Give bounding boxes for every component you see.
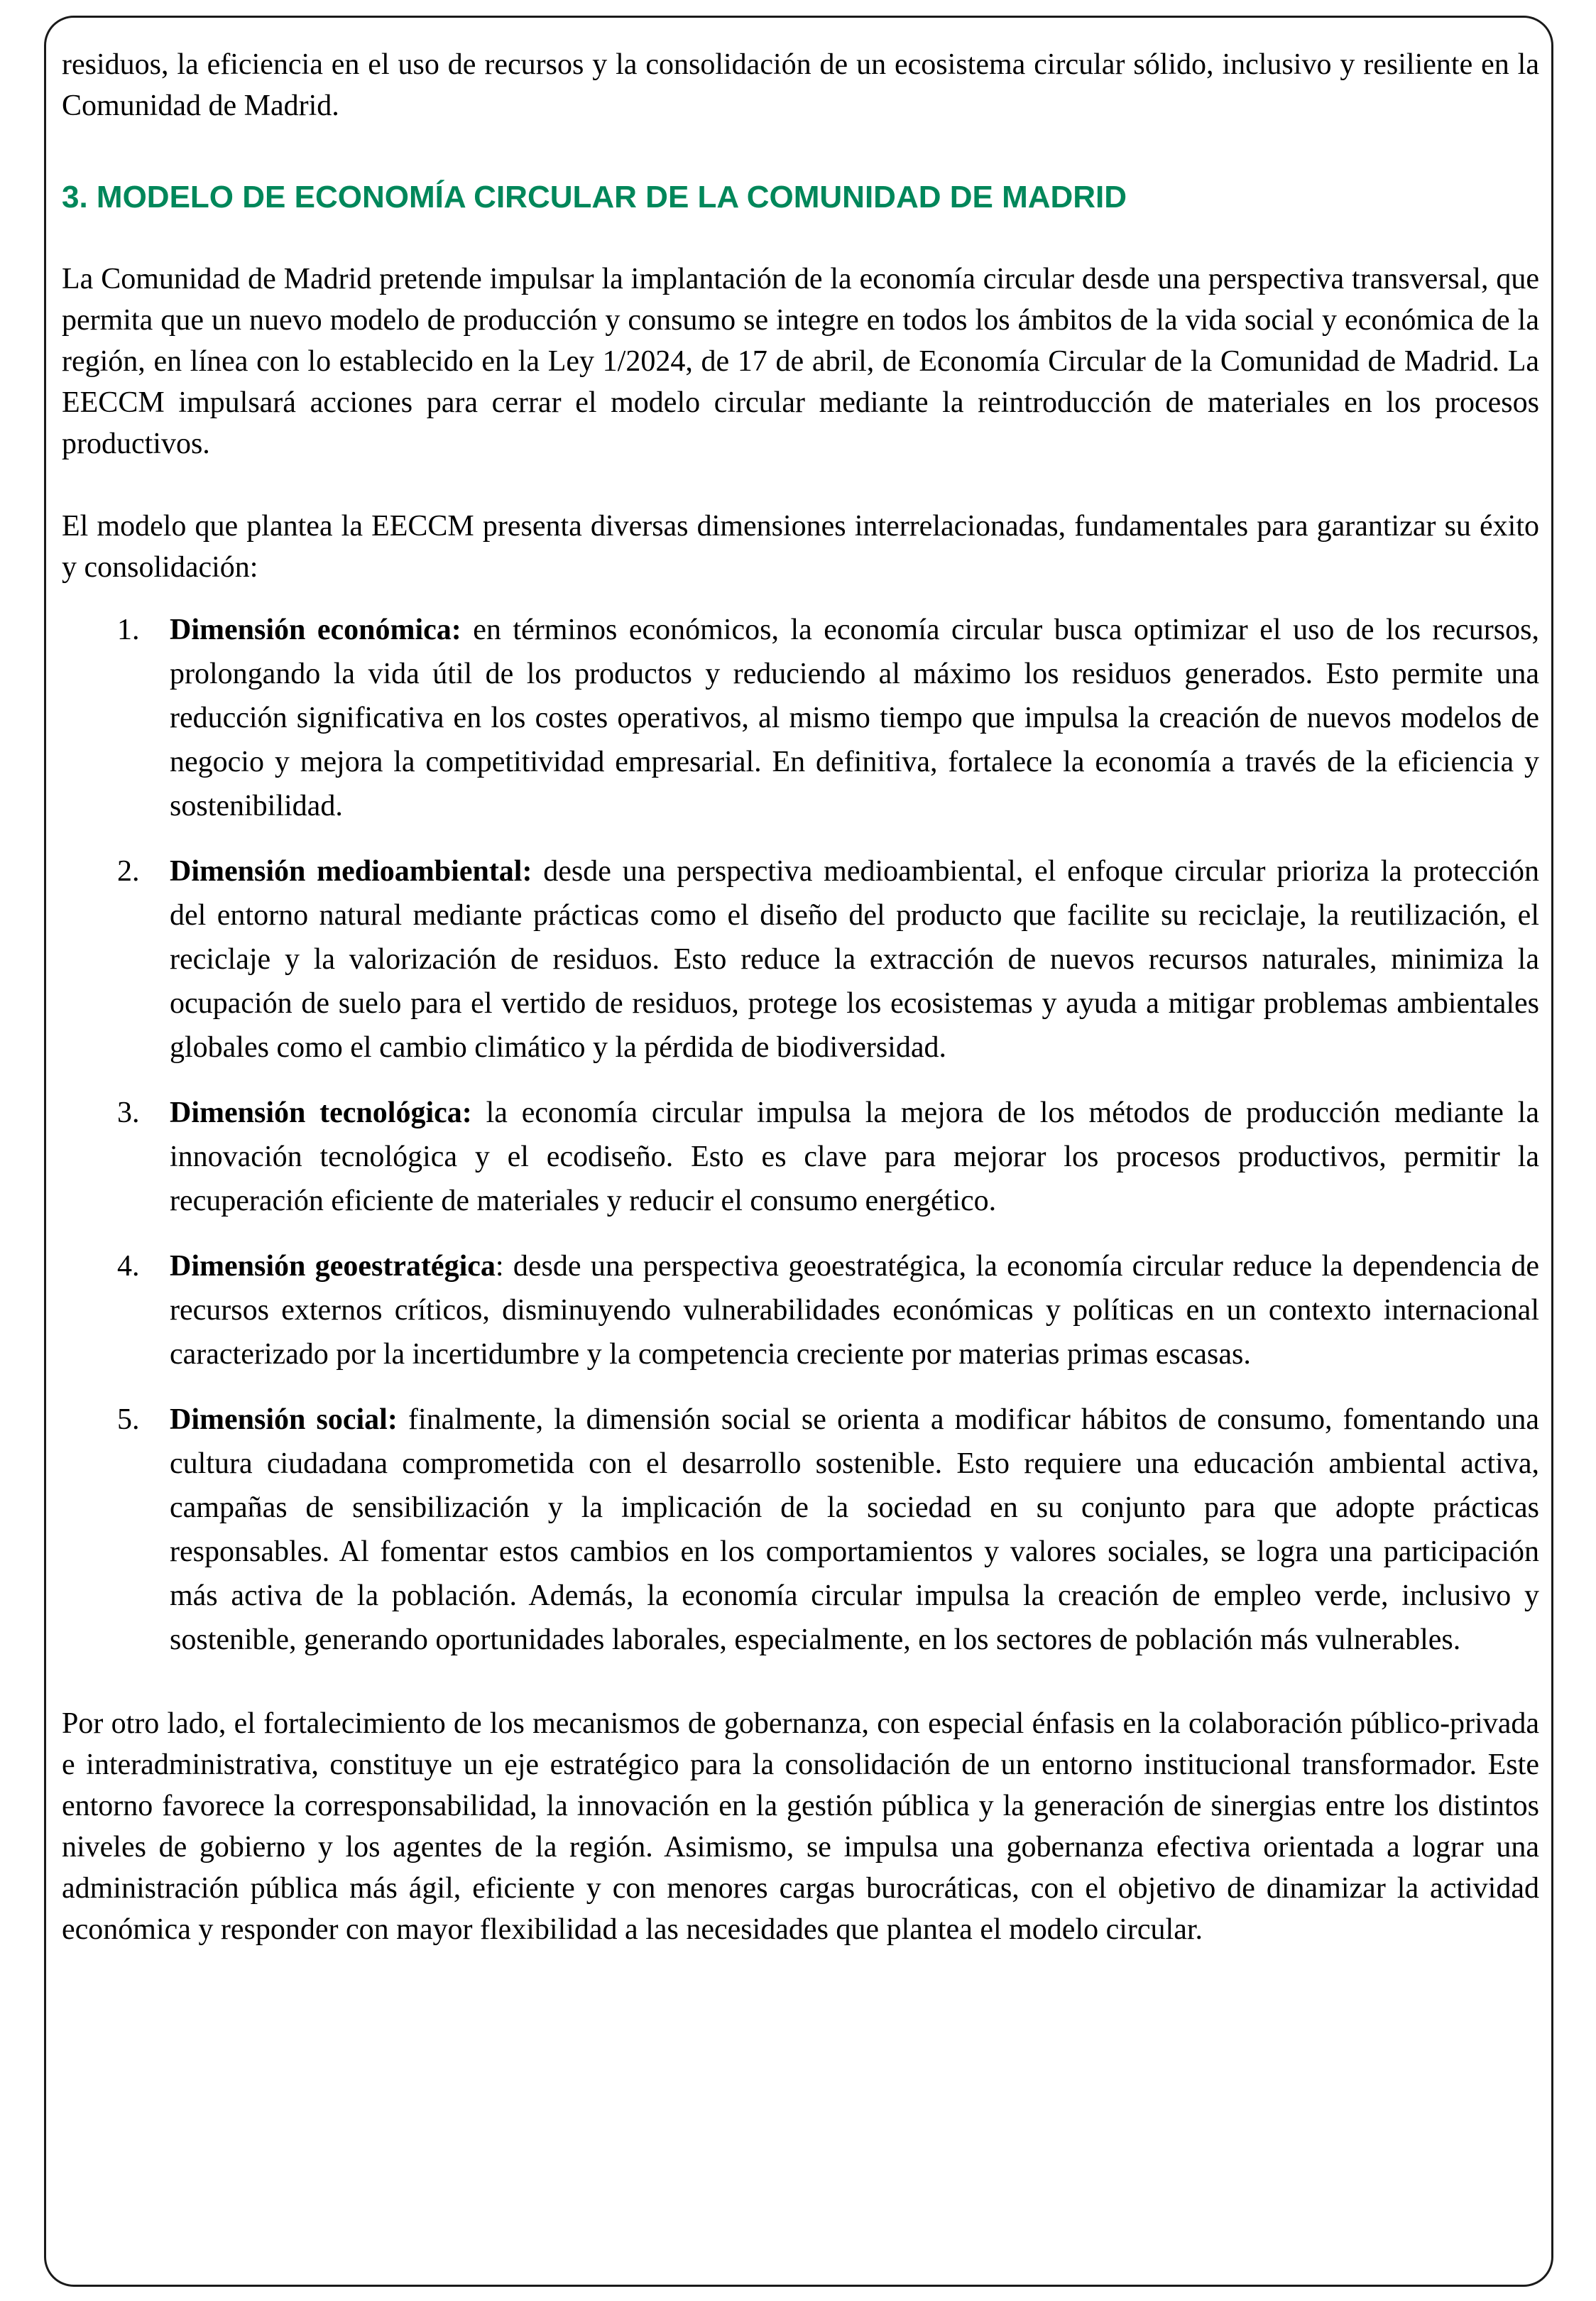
dimension-text: finalmente, la dimensión social se orienta a modificar hábitos de consumo, fomentando una cultura ciudadana comprometida con el desarrollo sostenible. Esto requiere una educación ambiental activa, campañas de sensibilización y la implicación de la sociedad en su conjunto para que adopte prácticas responsables. Al fomentar estos cambios en los comportamientos y valores sociales, se logra una participación más activa de la población. Además, la economía circular impulsa la creación de empleo verde, inclusivo y sostenible, generando oportunidades laborales, especialmente, en los sectores de población más vulnerables. [170,1403,1539,1656]
dimension-text: en términos económicos, la economía circular busca optimizar el uso de los recursos, prolongando la vida útil de los productos y reduciendo al máximo los residuos generados. Esto permite una reducción significativa en los costes operativos, al mismo tiempo que impulsa la creación de nuevos modelos de negocio y mejora la competitividad empresarial. En definitiva, fortalece la economía a través de la eficiencia y sostenibilidad. [170,614,1539,822]
list-number: 2. [117,855,140,888]
dimension-item-social [62,1398,1539,1662]
dimension-term: Dimensión geoestratégica [170,1250,496,1283]
list-number: 5. [117,1403,140,1436]
dimension-term: Dimensión medioambiental: [170,855,532,888]
dimensions-list [62,608,1539,1662]
section-paragraph-2: El modelo que plantea la EECCM presenta diversas dimensiones interrelacionadas, fundamentales para garantizar su éxito y consolidación: [62,510,1539,584]
section-paragraph-1: La Comunidad de Madrid pretende impulsar la implantación de la economía circular desde una perspectiva transversal, que permita que un nuevo modelo de producción y consumo se integre en todos los ámbitos de la vida social y económica de la región, en línea con lo establecido en la Ley 1/2024, de 17 de abril, de Economía Circular de la Comunidad de Madrid. La EECCM impulsará acciones para cerrar el modelo circular mediante la reintroducción de materiales en los procesos productivos. [62,263,1539,460]
list-number: 3. [117,1097,140,1129]
dimension-term: Dimensión tecnológica: [170,1097,472,1129]
dimension-term: Dimensión social: [170,1403,398,1436]
list-number: 1. [117,614,140,646]
intro-continuation-paragraph: residuos, la eficiencia en el uso de recursos y la consolidación de un ecosistema circular sólido, inclusivo y resiliente en la Comunidad de Madrid. [62,48,1539,122]
dimension-item-geoestrategica [62,1244,1539,1376]
document-body [62,44,1539,1950]
section-paragraph-3: Por otro lado, el fortalecimiento de los mecanismos de gobernanza, con especial énfasis en la colaboración público-privada e interadministrativa, constituye un eje estratégico para la consolidación de un entorno institucional transformador. Este entorno favorece la corresponsabilidad, la innovación en la gestión pública y la generación de sinergias entre los distintos niveles de gobierno y los agentes de la región. Asimismo, se impulsa una gobernanza efectiva orientada a lograr una administración pública más ágil, eficiente y con menores cargas burocráticas, con el objetivo de dinamizar la actividad económica y responder con mayor flexibilidad a las necesidades que plantea el modelo circular. [62,1707,1539,1946]
dimension-text: desde una perspectiva medioambiental, el enfoque circular prioriza la protección del entorno natural mediante prácticas como el diseño del producto que facilite su reciclaje, la reutilización, el reciclaje y la valorización de residuos. Esto reduce la extracción de nuevos recursos naturales, minimiza la ocupación de suelo para el vertido de residuos, protege los ecosistemas y ayuda a mitigar problemas ambientales globales como el cambio climático y la pérdida de biodiversidad. [170,855,1539,1064]
list-number: 4. [117,1250,140,1283]
dimension-item-medioambiental [62,849,1539,1070]
section-heading: 3. MODELO DE ECONOMÍA CIRCULAR DE LA COMUNIDAD DE MADRID [62,180,1127,214]
dimension-text: desde una perspectiva geoestratégica, la economía circular reduce la dependencia de recursos externos críticos, disminuyendo vulnerabilidades económicas y políticas en un contexto internacional caracterizado por la incertidumbre y la competencia creciente por materias primas escasas. [170,1250,1539,1371]
dimension-item-economica [62,608,1539,828]
dimension-text: la economía circular impulsa la mejora de los métodos de producción mediante la innovación tecnológica y el ecodiseño. Esto es clave para mejorar los procesos productivos, permitir la recuperación eficiente de materiales y reducir el consumo energético. [170,1097,1539,1217]
dimension-item-tecnologica [62,1091,1539,1223]
dimension-term: Dimensión económica: [170,614,461,646]
dimension-term-punct: : [495,1250,504,1283]
